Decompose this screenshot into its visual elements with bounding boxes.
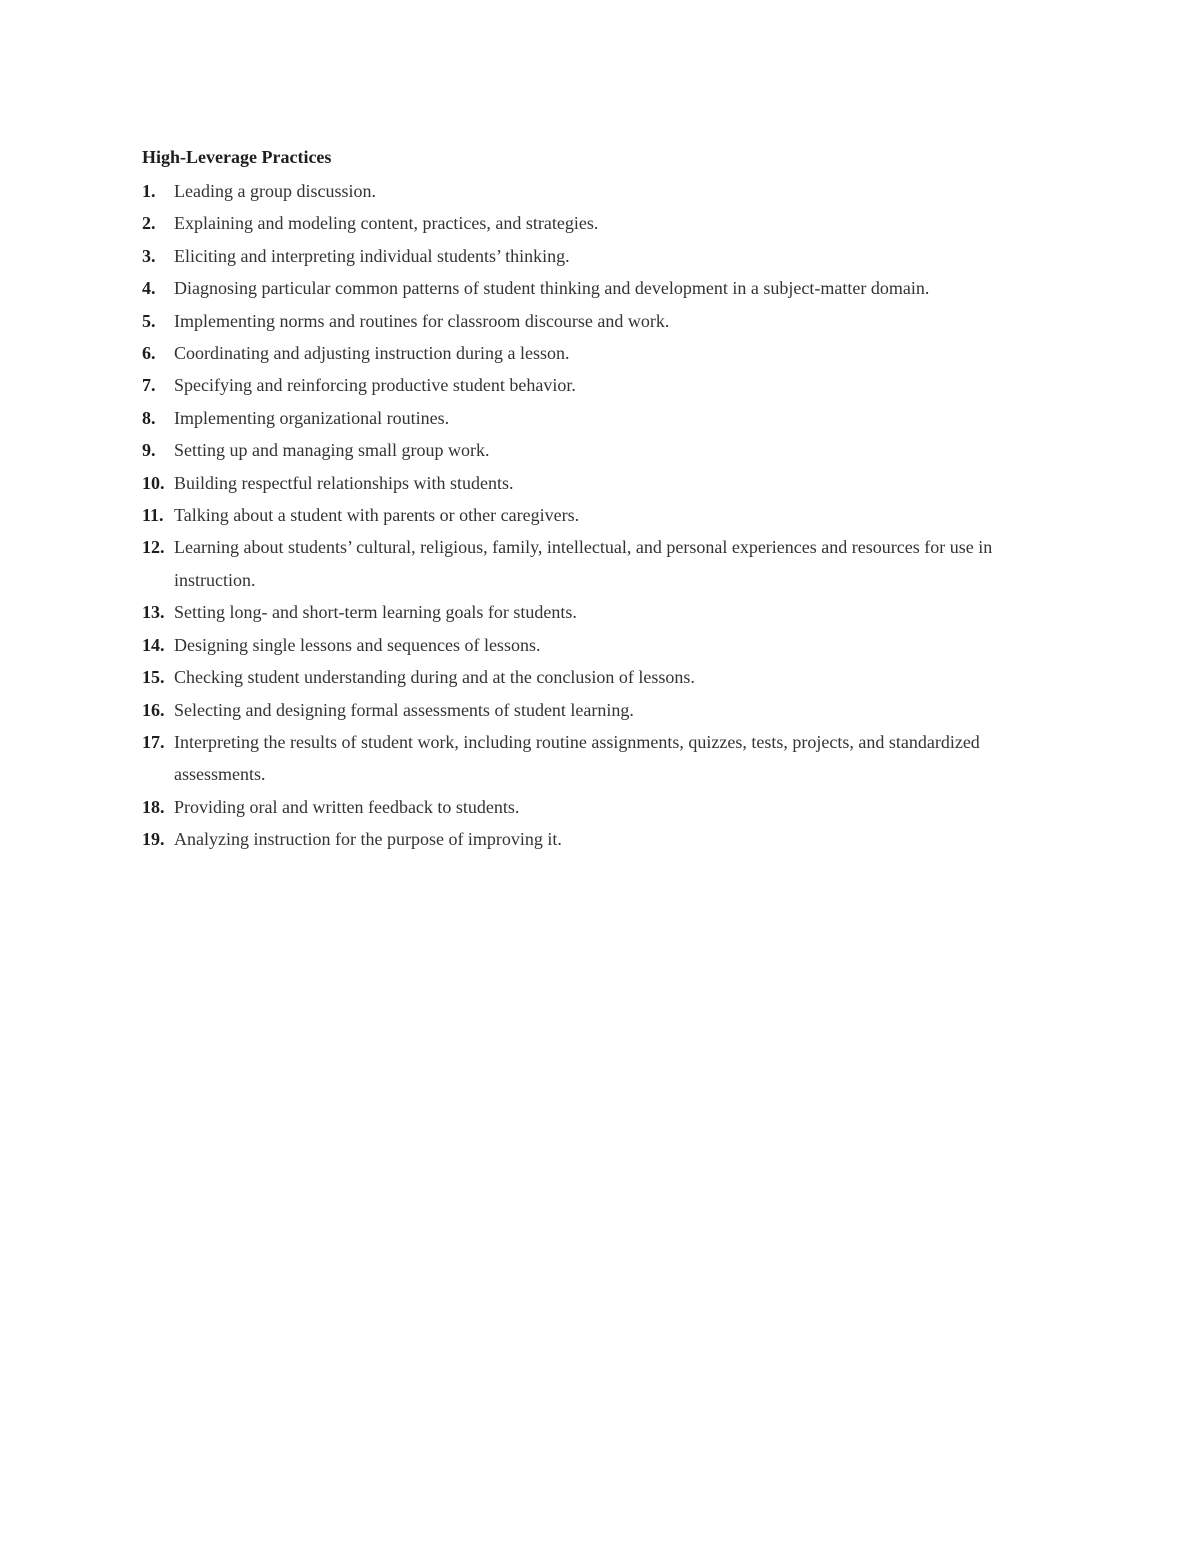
item-number: 4.	[142, 278, 156, 299]
list-item	[142, 402, 1042, 434]
list-item	[142, 175, 1042, 207]
list-item	[142, 369, 1042, 401]
list-item	[142, 791, 1042, 823]
item-number: 14.	[142, 634, 165, 655]
item-number: 7.	[142, 375, 156, 396]
item-text: Interpreting the results of student work, including routine assignments, quizzes, tests, projects, and standardized assessments.	[174, 731, 980, 785]
list-item	[142, 434, 1042, 466]
list-item	[142, 661, 1042, 693]
item-number: 18.	[142, 796, 165, 817]
item-text: Implementing organizational routines.	[174, 407, 450, 428]
item-number: 9.	[142, 440, 156, 461]
item-text: Coordinating and adjusting instruction during a lesson.	[174, 343, 570, 364]
item-text: Providing oral and written feedback to students.	[174, 796, 520, 817]
practice-list	[142, 175, 1042, 856]
item-text: Building respectful relationships with students.	[174, 472, 514, 493]
list-item	[142, 499, 1042, 531]
item-text: Talking about a student with parents or other caregivers.	[174, 505, 580, 526]
item-text: Analyzing instruction for the purpose of improving it.	[174, 829, 562, 850]
item-number: 13.	[142, 602, 165, 623]
item-text: Designing single lessons and sequences of lessons.	[174, 634, 541, 655]
item-number: 1.	[142, 181, 156, 201]
item-text: Leading a group discussion.	[174, 181, 376, 201]
item-text: Diagnosing particular common patterns of student thinking and development in a subject-matter domain.	[174, 278, 930, 299]
list-item	[142, 207, 1042, 239]
list-item	[142, 726, 1042, 791]
item-number: 19.	[142, 829, 165, 850]
item-text: Explaining and modeling content, practices, and strategies.	[174, 213, 599, 234]
item-number: 8.	[142, 407, 156, 428]
item-number: 6.	[142, 343, 156, 364]
document-title: High-Leverage Practices	[142, 147, 332, 167]
list-item	[142, 531, 1042, 596]
list-item	[142, 694, 1042, 726]
item-number: 15.	[142, 667, 165, 688]
item-number: 3.	[142, 245, 156, 266]
item-number: 17.	[142, 731, 165, 752]
item-number: 12.	[142, 537, 165, 558]
item-text: Eliciting and interpreting individual students’ thinking.	[174, 245, 570, 266]
list-item	[142, 823, 1042, 855]
list-item	[142, 467, 1042, 499]
list-item	[142, 272, 1042, 304]
item-number: 5.	[142, 310, 156, 331]
list-item	[142, 629, 1042, 661]
list-item	[142, 596, 1042, 628]
item-text: Setting long- and short-term learning goals for students.	[174, 602, 577, 623]
list-item	[142, 240, 1042, 272]
item-number: 16.	[142, 699, 165, 720]
item-text: Selecting and designing formal assessments of student learning.	[174, 699, 634, 720]
list-item	[142, 337, 1042, 369]
item-text: Learning about students’ cultural, religious, family, intellectual, and personal experiences and resources for use in instruction.	[174, 537, 993, 590]
document-content	[142, 143, 1042, 856]
item-text: Setting up and managing small group work.	[174, 440, 490, 461]
item-text: Specifying and reinforcing productive student behavior.	[174, 375, 576, 396]
item-number: 2.	[142, 213, 156, 234]
item-text: Implementing norms and routines for classroom discourse and work.	[174, 310, 670, 331]
item-number: 10.	[142, 472, 165, 493]
list-item	[142, 305, 1042, 337]
item-text: Checking student understanding during and at the conclusion of lessons.	[174, 667, 695, 688]
item-number: 11.	[142, 505, 164, 526]
